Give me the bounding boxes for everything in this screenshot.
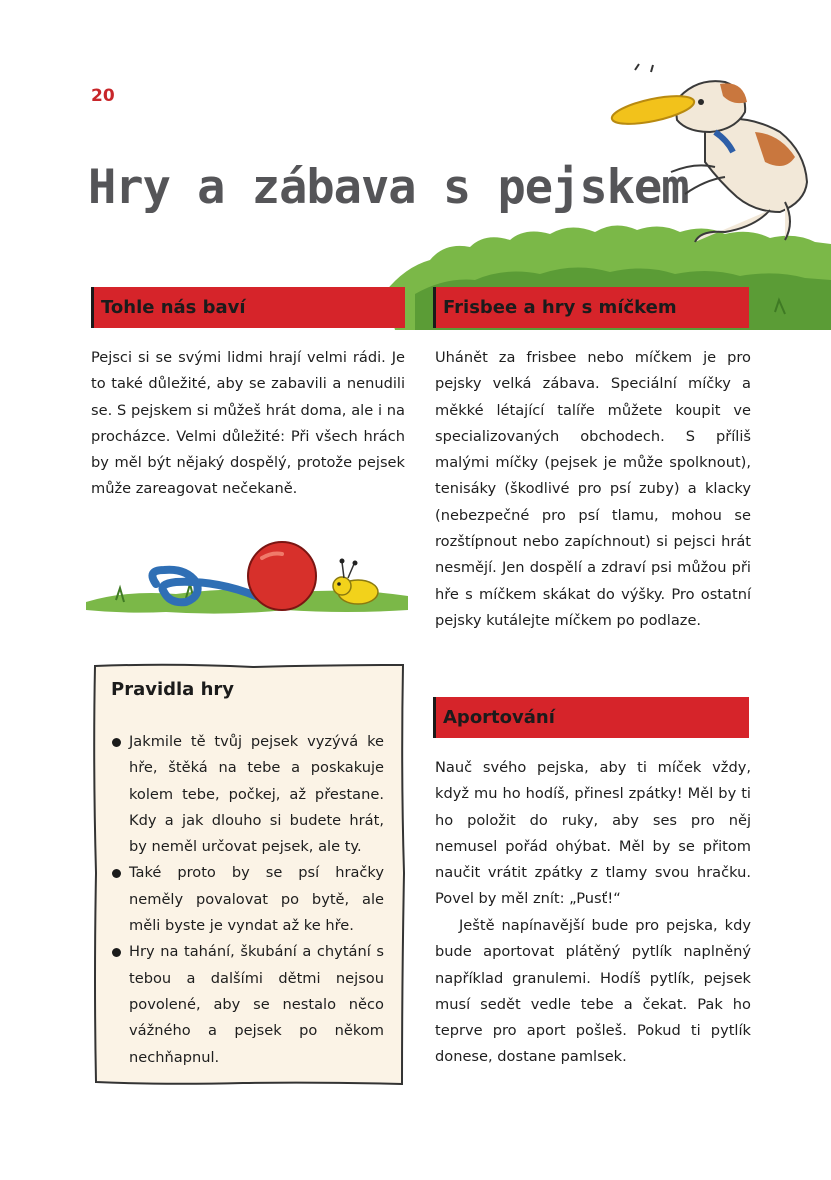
yellow-bug-toy — [333, 559, 378, 605]
aport-paragraph-1: Nauč svého pejska, aby ti míček vždy, když mu ho hodíš, přinesl zpátky! Měl by ti ho položit do ruky, aby ses pro něj nemusel pořád ohýbat. Měl by se přitom naučit vrátit zpátky z tlamy svou hračku. Povel by měl znít: „Pusť!“ — [435, 759, 751, 908]
rule-text: Také proto by se psí hračky neměly povalovat po bytě, ale měli byste je vyndat až ke hře. — [129, 864, 384, 935]
list-item — [111, 860, 384, 939]
rules-title: Pravidla hry — [111, 679, 235, 700]
bullet-icon — [112, 738, 121, 747]
section-heading-aportovani: Aportování — [443, 707, 555, 728]
section-bar-aportovani — [433, 697, 749, 738]
list-item — [111, 729, 384, 860]
bullet-icon — [112, 948, 121, 957]
bullet-icon — [112, 869, 121, 878]
rules-list — [111, 729, 384, 1071]
dog — [635, 64, 807, 242]
section-heading-frisbee: Frisbee a hry s míčkem — [443, 297, 677, 318]
rule-text: Jakmile tě tvůj pejsek vyzývá ke hře, štěká na tebe a poskakuje kolem tebe, počkej, až přestane. Kdy a jak dlouho si budete hrát, by neměl určovat pejsek, ale ty. — [129, 733, 384, 856]
rules-box — [93, 663, 405, 1086]
list-item — [111, 939, 384, 1070]
section-bar-tohle-nas-bavi — [91, 287, 405, 328]
page-number: 20 — [91, 86, 115, 106]
ball-toy-illustration — [86, 540, 408, 618]
page-title: Hry a zábava s pejskem — [88, 160, 689, 215]
frisbee-paragraph: Uhánět za frisbee nebo míčkem je pro pejsky velká zábava. Speciální míčky a měkké létající talíře můžete koupit ve specializovaných obchodech. S příliš malými míčky (pejsek je může spolknout), tenisáky (škodlivé pro psí zuby) a klacky (nebezpečné pro psí tlamu, mohou se rozštípnout nebo zapíchnout) si pejsci hrát nesmějí. Jen dospělí a zdraví psi můžou při hře s míčkem skákat do výšky. Pro ostatní pejsky kutálejte míčkem po podlaze. — [435, 349, 751, 629]
section-heading-tohle-nas-bavi: Tohle nás baví — [101, 297, 246, 318]
rule-text: Hry na tahání, škubání a chytání s tebou a dalšími dětmi nejsou povolené, aby se nestalo něco vážného a pejsek po někom nechňapnul. — [129, 943, 384, 1066]
aport-paragraph-2: Ještě napínavější bude pro pejska, kdy bude aportovat plátěný pytlík naplněný například granulemi. Hodíš pytlík, pejsek musí sedět vedle tebe a čekat. Pak ho teprve pro aport pošleš. Pokud ti pytlík donese, dostane pamlsek. — [435, 917, 751, 1066]
intro-paragraph: Pejsci si se svými lidmi hrají velmi rádi. Je to také důležité, aby se zabavili a nenudili se. S pejskem si můžeš hrát doma, ale i na procházce. Velmi důležité: Při všech hrách by měl být nějaký dospělý, protože pejsek může zareagovat nečekaně. — [91, 349, 405, 498]
section-bar-frisbee — [433, 287, 749, 328]
